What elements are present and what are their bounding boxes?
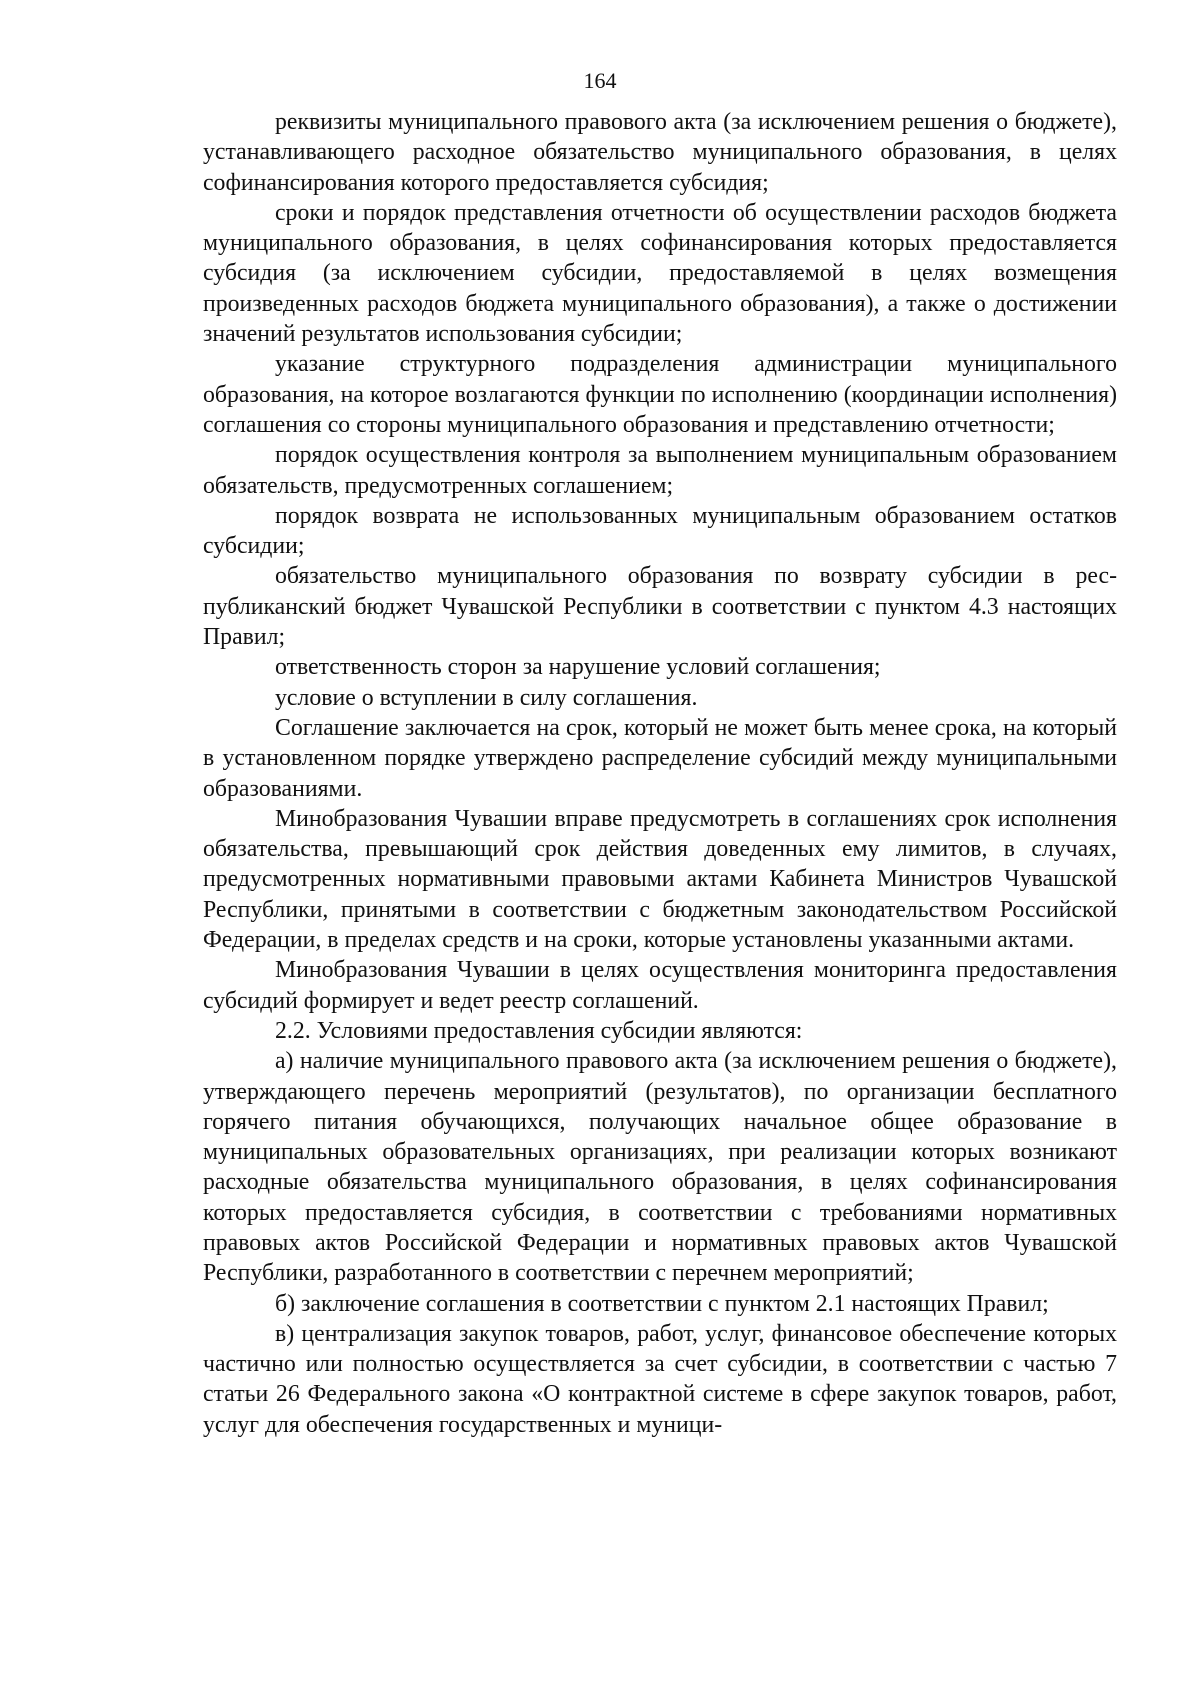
paragraph: ответственность сторон за нарушение условий соглашения;	[275, 654, 881, 681]
paragraph: Минобразования Чувашии в целях осуществления мониторинга предоставления субсидий формирует и ведет реестр соглашений.	[203, 957, 1117, 1014]
paragraph: б) заключение соглашения в соответствии с пунктом 2.1 настоящих Правил;	[275, 1290, 1049, 1317]
paragraph: сроки и порядок представления отчетности об осуществлении расходов бюджета муниципального образования, в целях софинансирования которых предоставляется субсидия (за исключением субсидии, предоставляемой в целях возмещения произведенных расходов бюджета муниципального образования), а также о достижении значений результатов использования субсидии;	[203, 199, 1117, 348]
paragraph: обязательство муниципального образования по возврату субсидии в республиканский бюджет Чувашской Республики в соответствии с пунктом 4.3 настоящих Правил;	[203, 563, 1117, 651]
paragraph: реквизиты муниципального правового акта (за исключением решения о бюджете), устанавливающего расходное обязательство муниципального образования, в целях софинансирования которого предоставляется субсидия;	[203, 109, 1117, 196]
page-number: 164	[583, 68, 617, 93]
paragraph: порядок осуществления контроля за выполнением муниципальным образованием обязательств, предусмотренных соглашением;	[203, 442, 1117, 499]
paragraph: Минобразования Чувашии вправе предусмотреть в соглашениях срок исполнения обязательства, превышающий срок действия доведенных ему лимитов, в случаях, предусмотренных нормативными правовыми актами Кабинета Министров Чувашской Республики, принятыми в соответствии с бюджетным законодательством Российской Федерации, в пределах средств и на сроки, которые установлены указанными актами.	[203, 805, 1117, 954]
paragraph: а) наличие муниципального правового акта (за исключением решения о бюджете), утверждающего перечень мероприятий (результатов), по организации бесплатного горячего питания обучающихся, получающих начальное общее образование в муниципальных образовательных организациях, при реализации которых возникают расходные обязательства муниципального образования, в целях софинансирования которых предоставляется субсидия, в соответствии с требованиями нормативных правовых актов Российской Федерации и нормативных правовых актов Чувашской Республики, разработанного в соответствии с перечнем мероприятий;	[203, 1048, 1117, 1287]
paragraph: условие о вступлении в силу соглашения.	[275, 684, 698, 711]
paragraph: указание структурного подразделения администрации муниципального образования, на которое возлагаются функции по исполнению (координации исполнения) соглашения со стороны муниципального образования и представлению отчетности;	[203, 351, 1117, 438]
section-heading: 2.2. Условиями предоставления субсидии являются:	[275, 1017, 803, 1044]
paragraph: Соглашение заключается на срок, который не может быть менее срока, на который в установленном порядке утверждено распределение субсидий между муниципальными образованиями.	[203, 714, 1117, 802]
document-body	[203, 107, 1117, 1440]
paragraph: в) централизация закупок товаров, работ, услуг, финансовое обеспечение которых частично или полностью осуществляется за счет субсидии, в соответствии с частью 7 статьи 26 Федерального закона «О контрактной системе в сфере закупок товаров, работ, услуг для обеспечения государственных и муници-	[203, 1320, 1117, 1438]
paragraph: порядок возврата не использованных муниципальным образованием остатков субсидии;	[203, 502, 1117, 560]
